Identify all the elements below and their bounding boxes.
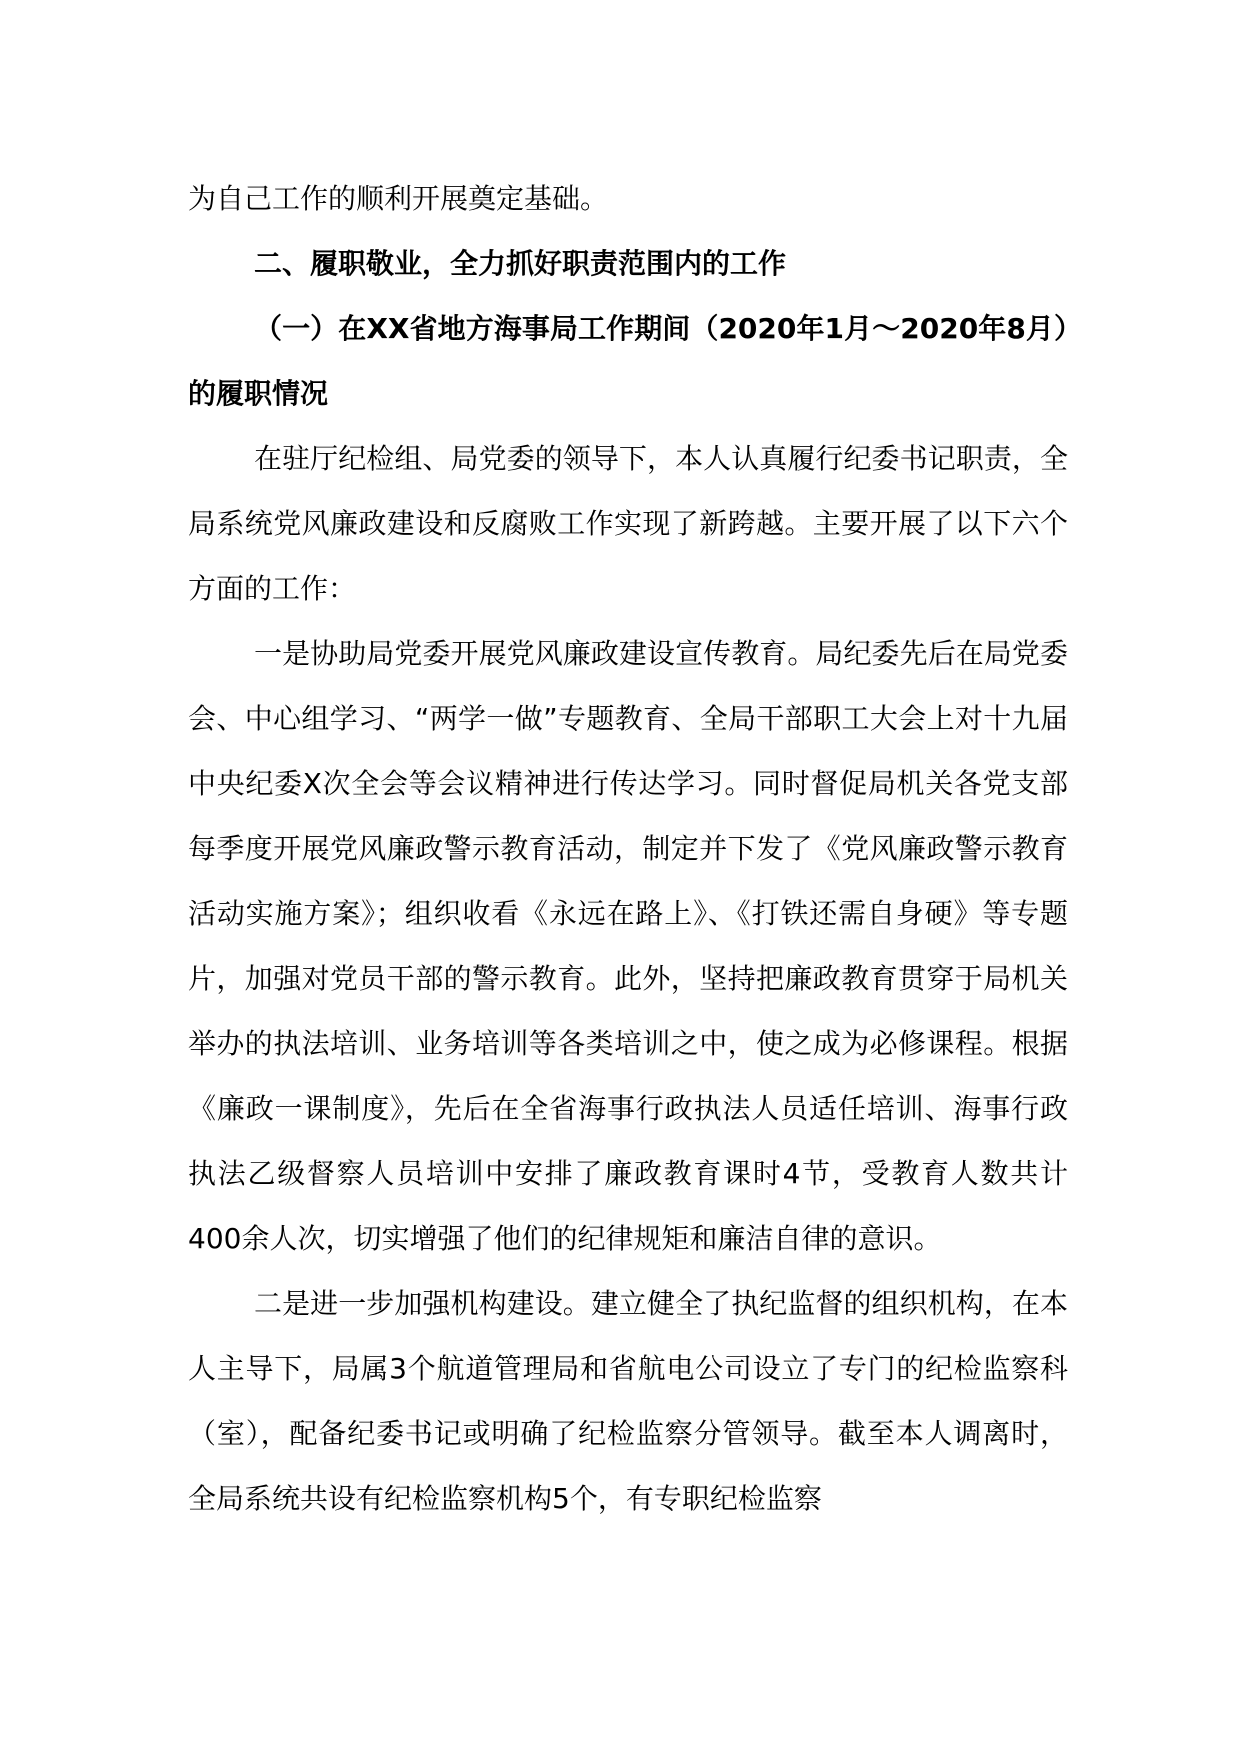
paragraph-education: 一是协助局党委开展党风廉政建设宣传教育。局纪委先后在局党委会、中心组学习、“两学一做”专题教育、全局干部职工大会上对十九届中央纪委X次全会等会议精神进行传达学习。同时督促局机关各党支部每季度开展党风廉政警示教育活动，制定并下发了《党风廉政警示教育活动实施方案》；组织收看《永远在路上》、《打铁还需自身硬》等专题片，加强对党员干部的警示教育。此外，坚持把廉政教育贯穿于局机关举办的执法培训、业务培训等各类培训之中，使之成为必修课程。根据《廉政一课制度》，先后在全省海事行政执法人员适任培训、海事行政执法乙级督察人员培训中安排了廉政教育课时4节，受教育人数共计400余人次，切实增强了他们的纪律规矩和廉洁自律的意识。 [188,637,1068,1255]
paragraph-organization: 二是进一步加强机构建设。建立健全了执纪监督的组织机构，在本人主导下，局属3个航道管理局和省航电公司设立了专门的纪检监察科（室），配备纪委书记或明确了纪检监察分管领导。截至本人调离时，全局系统共设有纪检监察机构5个，有专职纪检监察 [188,1287,1068,1515]
document-body [188,166,1068,1531]
subsection-heading: （一）在XX省地方海事局工作期间（2020年1月～2020年8月）的履职情况 [188,312,1068,410]
intro-paragraph: 在驻厅纪检组、局党委的领导下，本人认真履行纪委书记职责，全局系统党风廉政建设和反腐败工作实现了新跨越。主要开展了以下六个方面的工作： [188,442,1068,605]
continuation-paragraph: 为自己工作的顺利开展奠定基础。 [188,182,609,215]
section-heading: 二、履职敬业，全力抓好职责范围内的工作 [254,247,787,280]
